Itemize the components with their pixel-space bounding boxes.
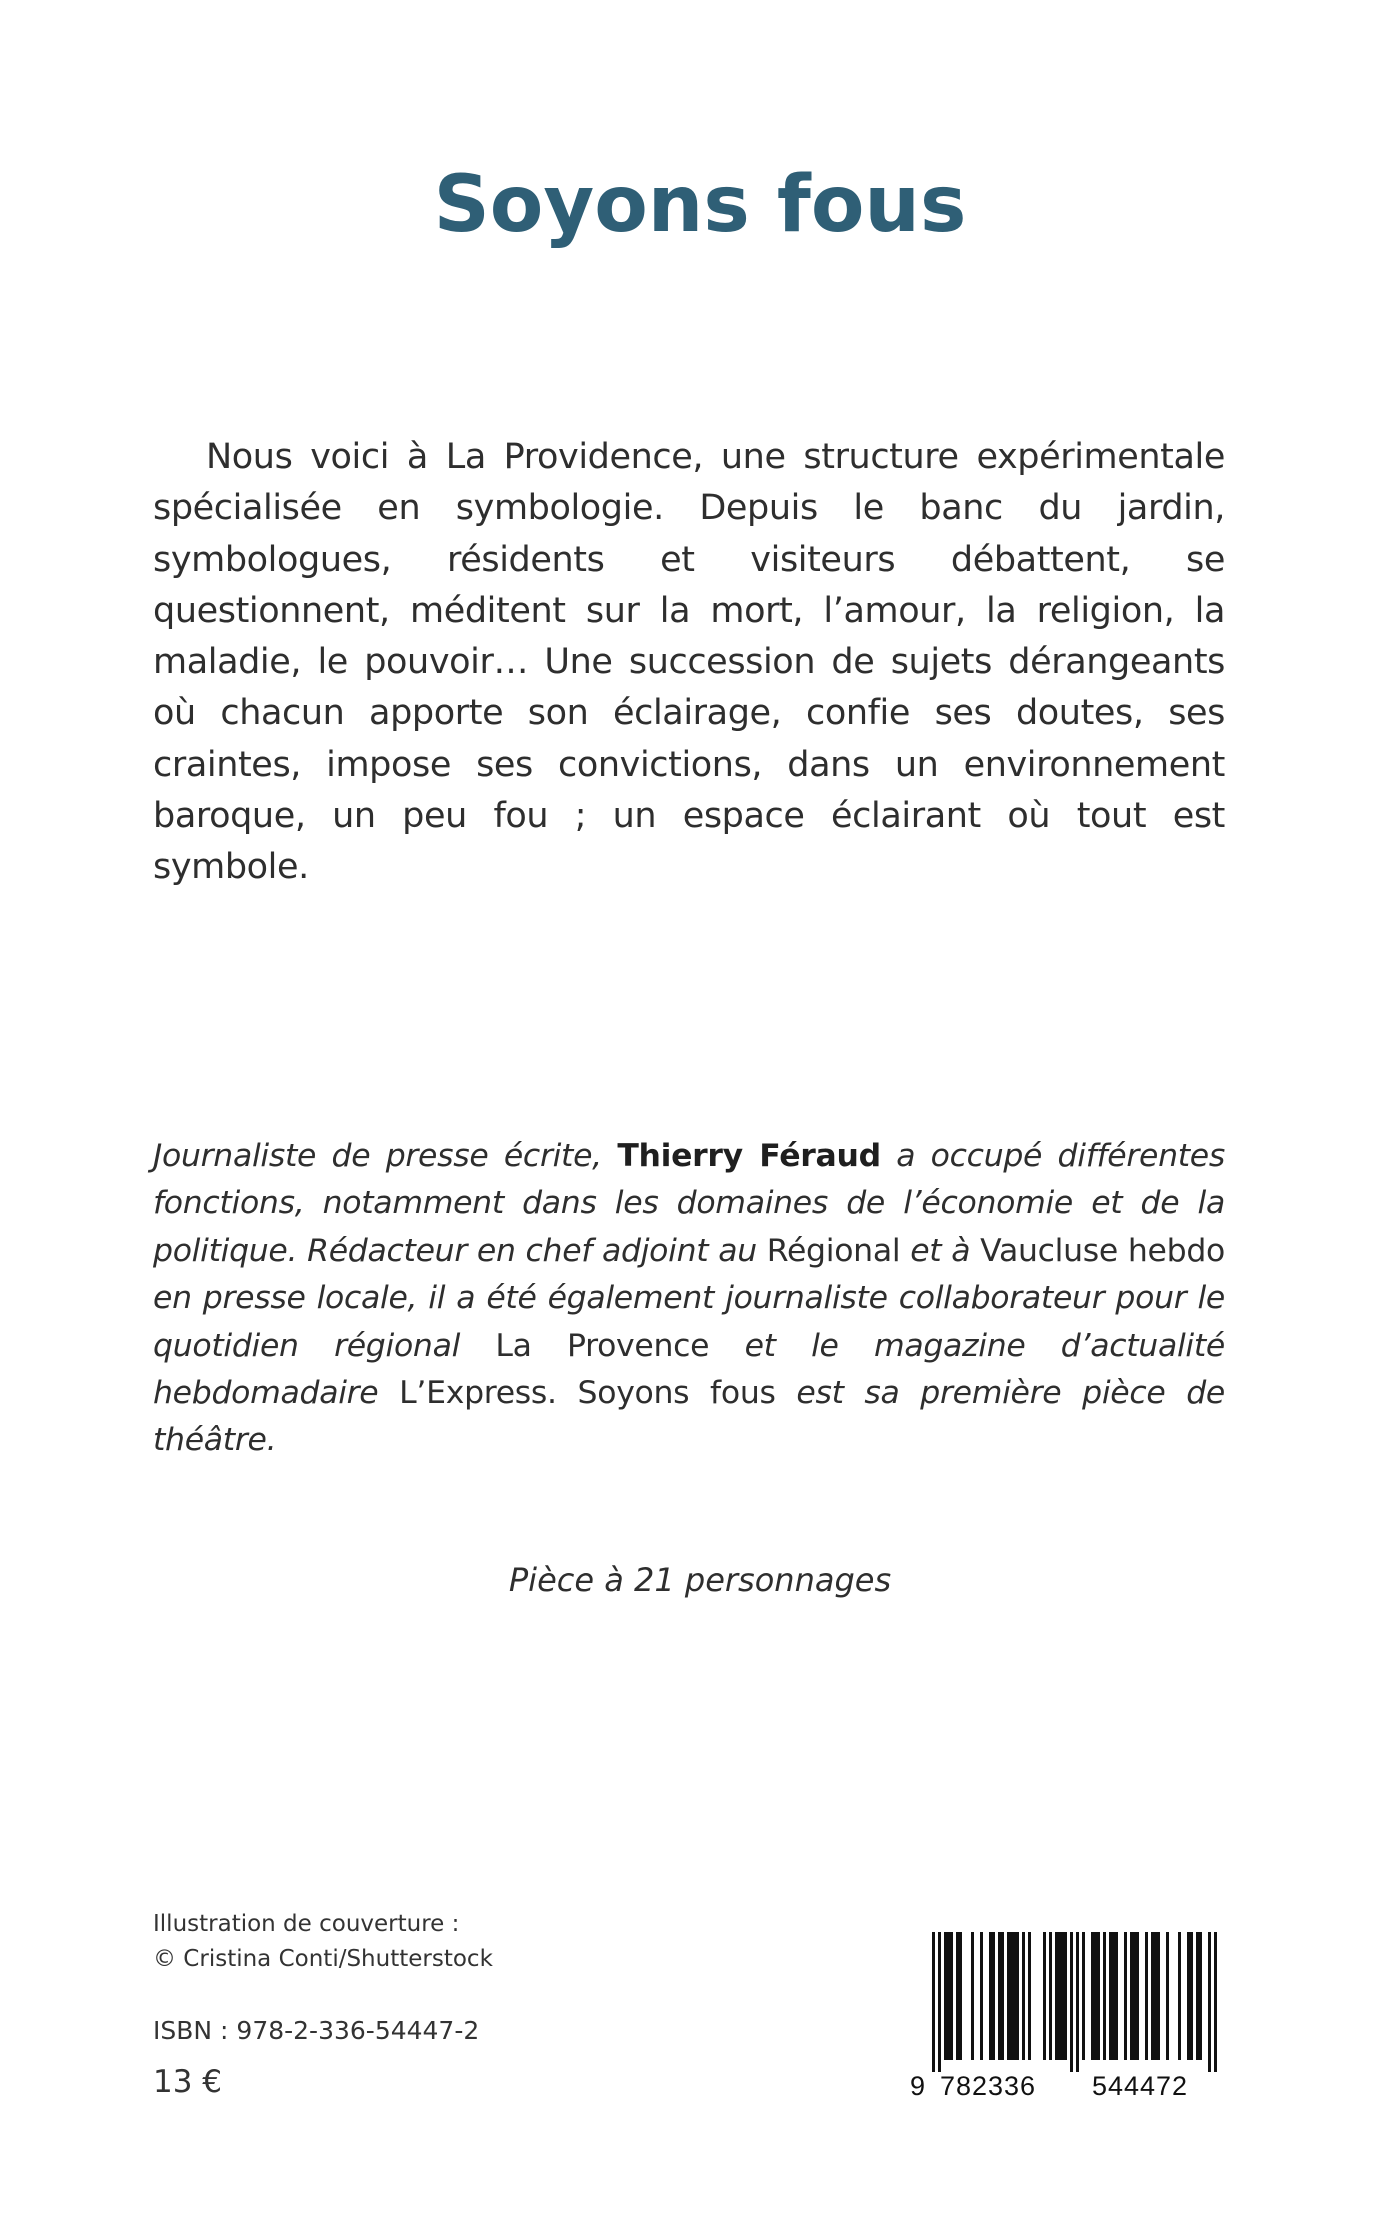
barcode-digits-left: 782336 [939, 2071, 1037, 2100]
bio-text: en presse locale, il a été également journaliste collaborateur pour le quotidien régional [153, 1280, 1225, 1364]
barcode-bar [989, 1932, 992, 2060]
barcode-bar [1070, 1932, 1073, 2072]
barcode-bar [1091, 1932, 1094, 2060]
barcode-graphic [906, 1932, 1228, 2100]
barcode-bar [1064, 1932, 1067, 2060]
play-title: Soyons fous [577, 1375, 776, 1412]
barcode-bar [1049, 1932, 1052, 2060]
barcode-bar [980, 1932, 983, 2060]
barcode-bar [1001, 1932, 1004, 2060]
bio-text: est sa première pièce de théâtre. [153, 1375, 1225, 1459]
barcode-bar [1007, 1932, 1010, 2060]
illustration-credit: © Cristina Conti/Shutterstock [153, 1946, 493, 1972]
isbn: ISBN : 978-2-336-54447-2 [153, 2016, 480, 2045]
bio-text: Journaliste de presse écrite, [153, 1138, 618, 1174]
publication-name: Régional [766, 1232, 901, 1269]
publication-name: La Provence [495, 1327, 710, 1364]
barcode-bar [1124, 1932, 1127, 2060]
barcode-bar [1136, 1932, 1139, 2060]
barcode-bar [1214, 1932, 1217, 2072]
barcode-bar [1196, 1932, 1199, 2060]
bio-text: . [547, 1375, 578, 1412]
bio-text: et à [900, 1232, 981, 1269]
bio-text: et le magazine d’actualité hebdomadaire [153, 1327, 1225, 1412]
author-name: Thierry Féraud [617, 1138, 881, 1174]
barcode-bar [947, 1932, 950, 2060]
isbn-barcode [906, 1932, 1228, 2100]
barcode-bar [971, 1932, 974, 2060]
barcode-bar [1016, 1932, 1019, 2060]
barcode-bar [1076, 1932, 1079, 2072]
barcode-bar [1190, 1932, 1193, 2060]
publication-name: L’Express [399, 1375, 548, 1412]
barcode-bar [1028, 1932, 1031, 2060]
barcode-bar [932, 1932, 935, 2072]
barcode-bar [1013, 1932, 1016, 2060]
barcode-bar [992, 1932, 995, 2060]
barcode-bar [938, 1932, 941, 2072]
barcode-bar [1103, 1932, 1106, 2060]
book-title: Soyons fous [433, 160, 967, 250]
barcode-digit-first: 9 [910, 2071, 926, 2100]
barcode-bar [1157, 1932, 1160, 2060]
barcode-bar [1133, 1932, 1136, 2060]
publication-name: Vaucluse hebdo [980, 1232, 1225, 1269]
barcode-bar [1109, 1932, 1112, 2060]
illustration-credits [153, 1907, 493, 1977]
illustration-label: Illustration de couverture : [153, 1911, 460, 1937]
bio-text: a occupé différentes fonctions, notamment dans les domaines de l’économie et de la politique. Rédacteur en chef adjoint au [153, 1138, 1225, 1269]
barcode-bar [1097, 1932, 1100, 2060]
synopsis-paragraph: Nous voici à La Providence, une structure expérimentale spécialisée en symbologie. Depuis le banc du jardin, symbologues, résidents et visiteurs débattent, se questionnent, méditent sur la mort, l’amour, la religion, la maladie, le pouvoir… Une succession de sujets dérangeants où chacun apporte son éclairage, confie ses doutes, ses craintes, impose ses convictions, dans un environnement baroque, un peu fou ; un espace éclairant où tout est symbole. [153, 437, 1225, 888]
barcode-bar [944, 1932, 947, 2060]
barcode-bar [1199, 1932, 1202, 2060]
barcode-bar [1010, 1932, 1013, 2060]
barcode-bar [1178, 1932, 1181, 2060]
barcode-bars [932, 1932, 1217, 2072]
barcode-bar [950, 1932, 953, 2060]
barcode-bar [1187, 1932, 1190, 2060]
barcode-bar [1112, 1932, 1115, 2060]
barcode-bar [1082, 1932, 1085, 2060]
price: 13 € [153, 2064, 223, 2100]
author-bio [153, 1133, 1225, 1465]
barcode-bar [1058, 1932, 1061, 2060]
barcode-bar [1043, 1932, 1046, 2060]
barcode-bar [1154, 1932, 1157, 2060]
barcode-bar [1130, 1932, 1133, 2060]
barcode-bar [959, 1932, 962, 2060]
barcode-bar [998, 1932, 1001, 2060]
barcode-bar [1115, 1932, 1118, 2060]
cast-note: Pièce à 21 personnages [508, 1561, 892, 1599]
barcode-bar [1166, 1932, 1169, 2060]
barcode-bar [1022, 1932, 1025, 2060]
barcode-bar [1061, 1932, 1064, 2060]
barcode-bar [1208, 1932, 1211, 2072]
barcode-bar [1055, 1932, 1058, 2060]
barcode-bar [956, 1932, 959, 2060]
barcode-bar [1094, 1932, 1097, 2060]
barcode-bar [1145, 1932, 1148, 2060]
barcode-bar [1151, 1932, 1154, 2060]
barcode-digits-right: 544472 [1091, 2071, 1189, 2100]
